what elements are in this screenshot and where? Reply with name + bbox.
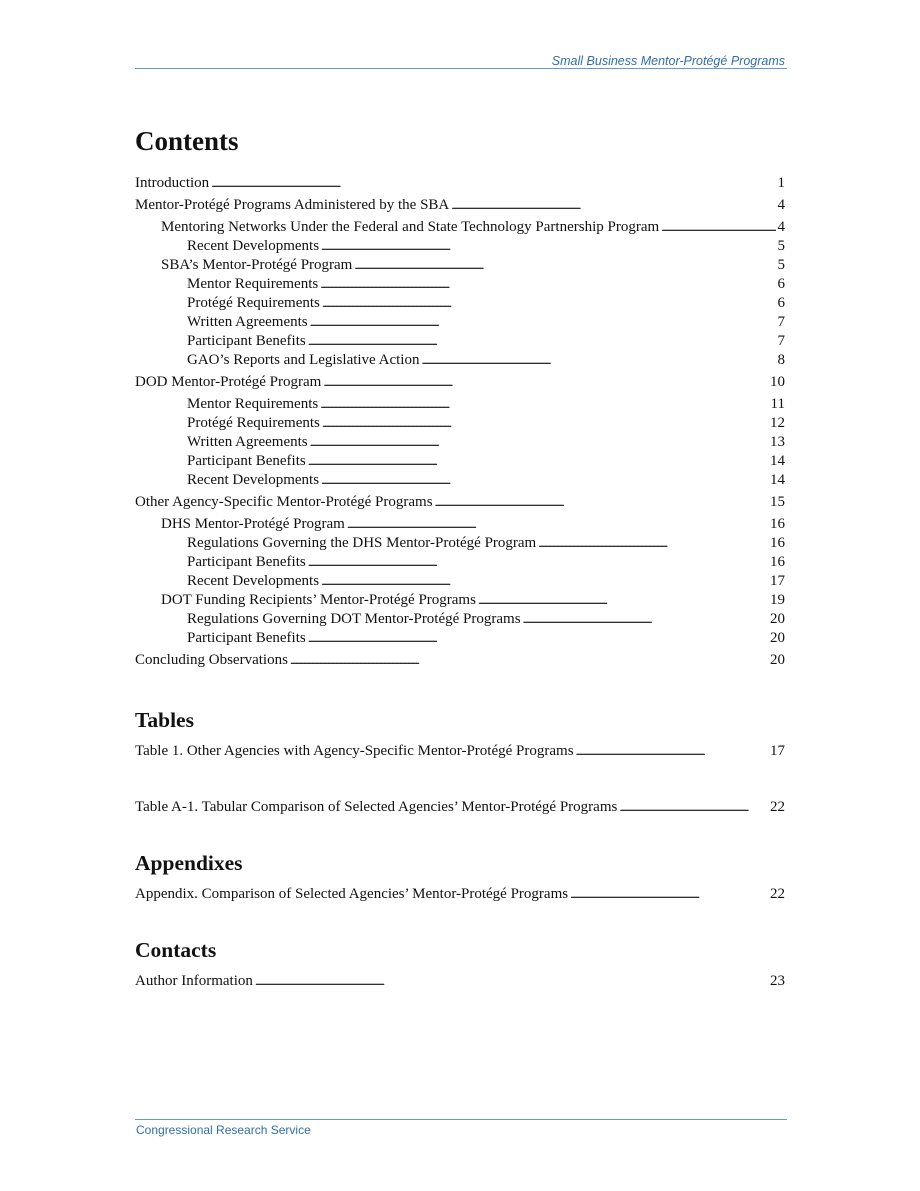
toc-entry-title: Table A-1. Tabular Comparison of Selected Agencies’ Mentor-Protégé Programs bbox=[135, 799, 618, 815]
toc-entry-title: Participant Benefits bbox=[187, 554, 306, 570]
toc-entry-page: 15 bbox=[770, 494, 785, 510]
toc-entry-title: SBA’s Mentor-Protégé Program bbox=[161, 257, 353, 273]
toc-entry[interactable] bbox=[135, 572, 785, 591]
toc-entry[interactable] bbox=[135, 651, 785, 670]
toc-entry[interactable] bbox=[135, 591, 785, 610]
dot-leader bbox=[354, 256, 775, 275]
dot-leader bbox=[308, 452, 768, 471]
toc-entry-title: Recent Developments bbox=[187, 573, 320, 589]
table-of-contents bbox=[135, 122, 785, 991]
toc-entry-page: 20 bbox=[770, 652, 785, 668]
dot-leader bbox=[308, 629, 768, 648]
toc-entry[interactable] bbox=[135, 332, 785, 351]
dot-leader bbox=[576, 742, 768, 761]
toc-entry-title: Author Information bbox=[135, 973, 253, 989]
toc-entry-page: 23 bbox=[770, 973, 785, 989]
dot-leader bbox=[619, 798, 768, 817]
toc-entry[interactable] bbox=[135, 452, 785, 471]
toc-entry-page: 16 bbox=[770, 516, 785, 532]
dot-leader bbox=[320, 395, 768, 414]
toc-entry-page: 6 bbox=[777, 276, 785, 292]
footer-rule bbox=[135, 1119, 787, 1120]
toc-entry-page: 6 bbox=[777, 295, 785, 311]
toc-entry-page: 12 bbox=[770, 415, 785, 431]
toc-entry[interactable] bbox=[135, 275, 785, 294]
toc-entry-page: 22 bbox=[770, 799, 785, 815]
dot-leader bbox=[310, 433, 768, 452]
toc-entry[interactable] bbox=[135, 610, 785, 629]
contents-list bbox=[135, 174, 785, 670]
toc-entry[interactable] bbox=[135, 471, 785, 490]
dot-leader bbox=[322, 414, 768, 433]
toc-entry-title: Regulations Governing the DHS Mentor-Protégé Program bbox=[187, 535, 537, 551]
dot-leader bbox=[321, 471, 768, 490]
dot-leader bbox=[347, 515, 768, 534]
toc-entry-title: Recent Developments bbox=[187, 238, 320, 254]
toc-entry-page: 11 bbox=[770, 396, 785, 412]
dot-leader bbox=[320, 275, 775, 294]
toc-entry[interactable] bbox=[135, 742, 785, 761]
toc-entry-title: Appendix. Comparison of Selected Agencies’ Mentor-Protégé Programs bbox=[135, 886, 569, 902]
dot-leader bbox=[321, 237, 775, 256]
toc-entry[interactable] bbox=[135, 395, 785, 414]
toc-entry-page: 20 bbox=[770, 611, 785, 627]
toc-entry-page: 4 bbox=[777, 197, 785, 213]
dot-leader bbox=[451, 196, 775, 215]
dot-leader bbox=[290, 651, 768, 670]
dot-leader bbox=[478, 591, 768, 610]
toc-entry-title: Participant Benefits bbox=[187, 630, 306, 646]
toc-entry[interactable] bbox=[135, 629, 785, 648]
toc-entry-title: Protégé Requirements bbox=[187, 295, 320, 311]
dot-leader bbox=[308, 332, 776, 351]
toc-entry-title: Written Agreements bbox=[187, 314, 308, 330]
toc-entry-page: 14 bbox=[770, 453, 785, 469]
toc-entry-title: DOD Mentor-Protégé Program bbox=[135, 374, 322, 390]
toc-entry-title: DOT Funding Recipients’ Mentor-Protégé Programs bbox=[161, 592, 476, 608]
toc-entry-page: 7 bbox=[777, 314, 785, 330]
toc-entry[interactable] bbox=[135, 515, 785, 534]
toc-entry[interactable] bbox=[135, 373, 785, 392]
dot-leader bbox=[310, 313, 776, 332]
dot-leader bbox=[435, 493, 768, 512]
toc-entry-page: 5 bbox=[777, 238, 785, 254]
contacts-heading: Contacts bbox=[135, 938, 217, 962]
toc-entry-title: Mentoring Networks Under the Federal and State Technology Partnership Program bbox=[161, 219, 660, 235]
toc-entry-title: Recent Developments bbox=[187, 472, 320, 488]
toc-entry-page: 16 bbox=[770, 554, 785, 570]
toc-entry-title: Written Agreements bbox=[187, 434, 308, 450]
appendixes-heading: Appendixes bbox=[135, 851, 243, 875]
toc-entry-page: 13 bbox=[770, 434, 785, 450]
toc-entry-title: Regulations Governing DOT Mentor-Protégé Programs bbox=[187, 611, 521, 627]
toc-entry[interactable] bbox=[135, 256, 785, 275]
toc-entry-page: 5 bbox=[777, 257, 785, 273]
toc-entry-page: 22 bbox=[770, 886, 785, 902]
toc-entry[interactable] bbox=[135, 351, 785, 370]
toc-entry-title: Mentor Requirements bbox=[187, 396, 319, 412]
toc-entry-page: 19 bbox=[770, 592, 785, 608]
toc-entry-page: 8 bbox=[777, 352, 785, 368]
toc-entry[interactable] bbox=[135, 218, 785, 237]
toc-entry[interactable] bbox=[135, 196, 785, 215]
dot-leader bbox=[661, 218, 775, 237]
toc-entry[interactable] bbox=[135, 414, 785, 433]
toc-entry-page: 10 bbox=[770, 374, 785, 390]
toc-entry[interactable] bbox=[135, 493, 785, 512]
toc-entry-page: 1 bbox=[777, 175, 785, 191]
toc-entry[interactable] bbox=[135, 798, 785, 817]
toc-entry[interactable] bbox=[135, 553, 785, 572]
toc-entry-page: 4 bbox=[777, 219, 785, 235]
toc-entry-title: Introduction bbox=[135, 175, 210, 191]
toc-entry-title: GAO’s Reports and Legislative Action bbox=[187, 352, 420, 368]
dot-leader bbox=[538, 534, 768, 553]
dot-leader bbox=[322, 294, 776, 313]
toc-entry-page: 7 bbox=[777, 333, 785, 349]
toc-entry-title: DHS Mentor-Protégé Program bbox=[161, 516, 345, 532]
toc-entry-title: Participant Benefits bbox=[187, 333, 306, 349]
toc-entry-title: Protégé Requirements bbox=[187, 415, 320, 431]
dot-leader bbox=[308, 553, 768, 572]
dot-leader bbox=[570, 885, 768, 904]
toc-entry[interactable] bbox=[135, 433, 785, 452]
dot-leader bbox=[255, 972, 768, 991]
toc-entry-page: 14 bbox=[770, 472, 785, 488]
dot-leader bbox=[321, 572, 768, 591]
toc-entry-page: 17 bbox=[770, 573, 785, 589]
running-header-title: Small Business Mentor-Protégé Programs bbox=[551, 54, 785, 68]
header-rule bbox=[135, 68, 787, 69]
toc-entry[interactable] bbox=[135, 294, 785, 313]
footer-source: Congressional Research Service bbox=[136, 1123, 311, 1137]
toc-entry[interactable] bbox=[135, 885, 785, 904]
toc-entry[interactable] bbox=[135, 313, 785, 332]
toc-entry-title: Participant Benefits bbox=[187, 453, 306, 469]
toc-entry-title: Other Agency-Specific Mentor-Protégé Programs bbox=[135, 494, 433, 510]
tables-heading: Tables bbox=[135, 708, 194, 732]
toc-entry-title: Table 1. Other Agencies with Agency-Specific Mentor-Protégé Programs bbox=[135, 743, 574, 759]
toc-entry-title: Mentor Requirements bbox=[187, 276, 319, 292]
toc-entry[interactable] bbox=[135, 534, 785, 553]
dot-leader bbox=[211, 174, 775, 193]
tables-list bbox=[135, 742, 785, 817]
toc-entry-page: 16 bbox=[770, 535, 785, 551]
toc-entry-page: 20 bbox=[770, 630, 785, 646]
toc-entry-title: Concluding Observations bbox=[135, 652, 288, 668]
toc-entry[interactable] bbox=[135, 174, 785, 193]
toc-entry-title: Mentor-Protégé Programs Administered by the SBA bbox=[135, 197, 450, 213]
toc-entry[interactable] bbox=[135, 237, 785, 256]
dot-leader bbox=[323, 373, 768, 392]
dot-leader bbox=[523, 610, 768, 629]
contacts-list bbox=[135, 972, 785, 991]
dot-leader bbox=[421, 351, 775, 370]
appendixes-list bbox=[135, 885, 785, 904]
toc-entry-page: 17 bbox=[770, 743, 785, 759]
toc-entry[interactable] bbox=[135, 972, 785, 991]
contents-heading: Contents bbox=[135, 126, 239, 156]
